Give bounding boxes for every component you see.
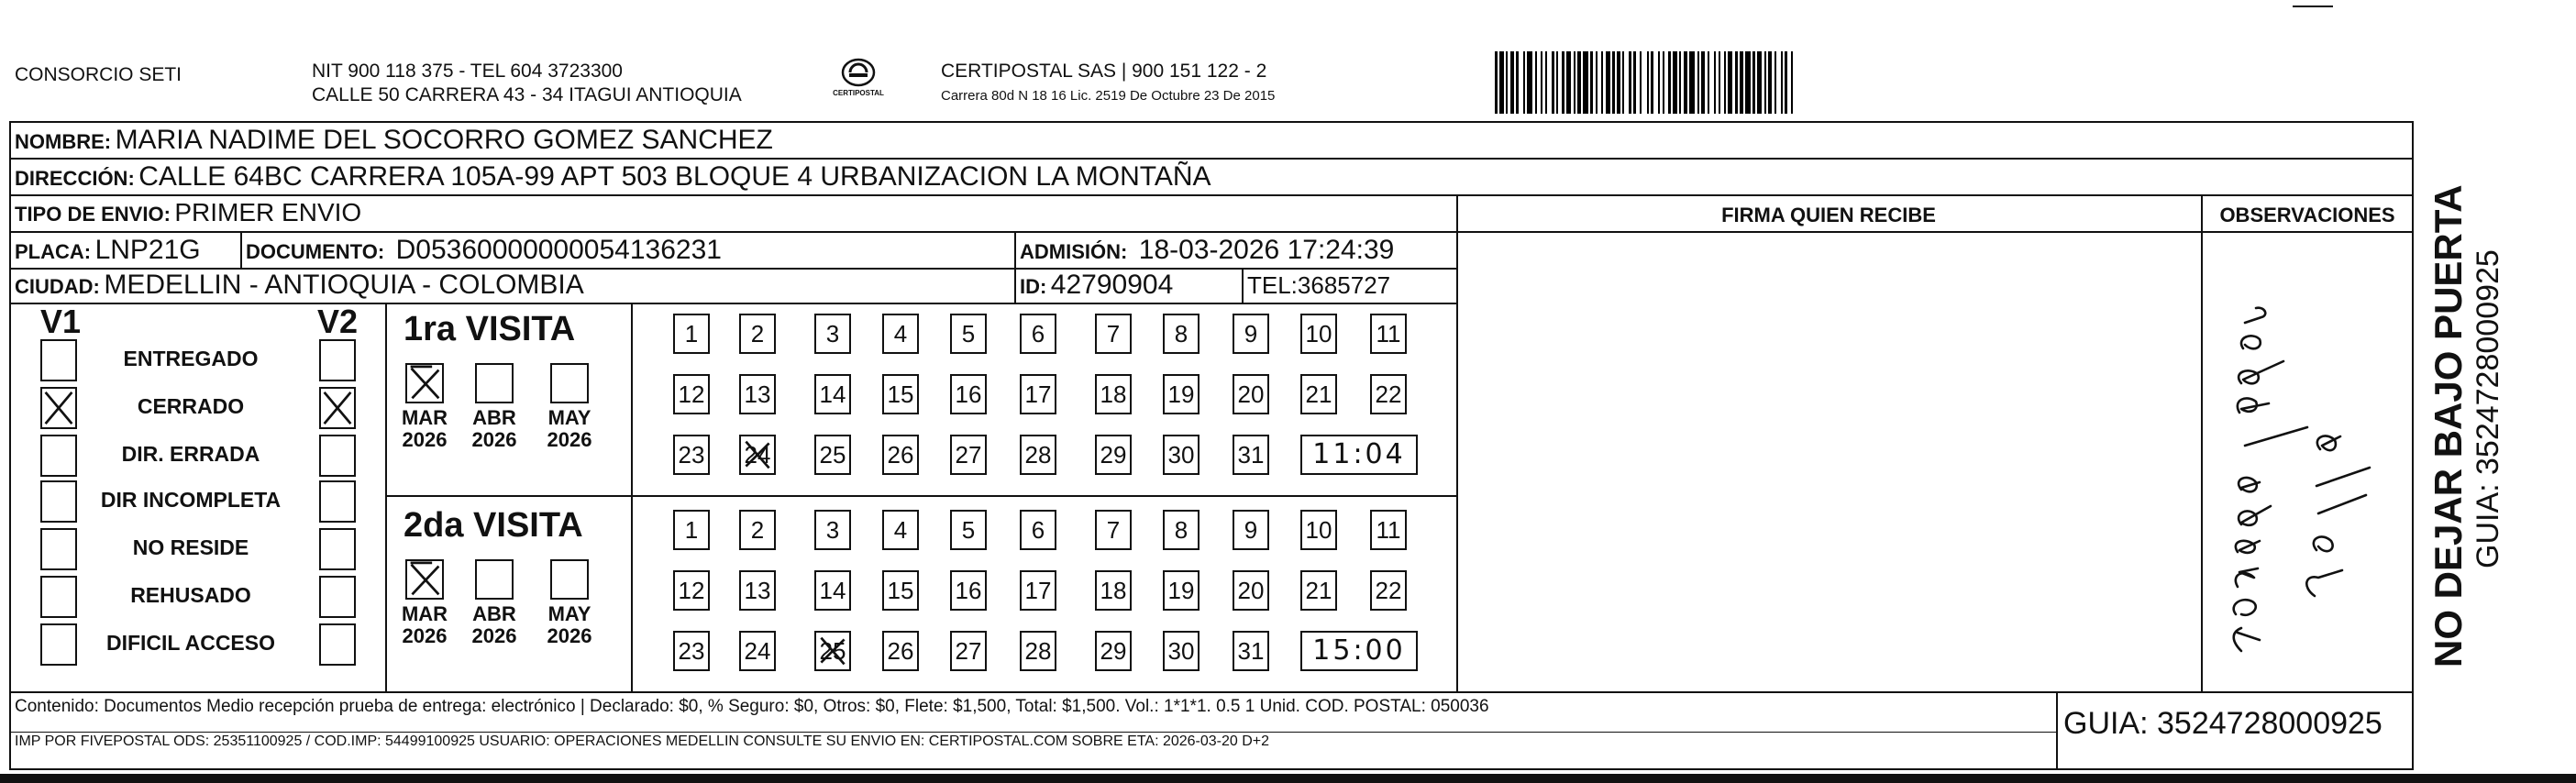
month-divider <box>631 303 633 691</box>
status-v1-checkbox[interactable] <box>40 387 77 429</box>
day-box[interactable]: 13 <box>739 570 776 611</box>
day-box[interactable]: 18 <box>1095 374 1132 414</box>
month-year: 2026 <box>547 428 592 451</box>
row-divider <box>9 158 2414 160</box>
day-box[interactable]: 6 <box>1020 314 1056 354</box>
check-x-icon <box>407 561 442 598</box>
day-box[interactable]: 29 <box>1095 631 1132 671</box>
handwritten-observations <box>2205 266 2416 688</box>
placa-value: LNP21G <box>94 235 201 265</box>
footer-imp-line: IMP POR FIVEPOSTAL ODS: 25351100925 / COD.IMP: 54499100925 USUARIO: OPERACIONES MEDELLIN CONSULTE SU ENVIO EN: CERTIPOSTAL.COM SOBRE ETA: 2026-03-20 D+2 <box>15 733 1270 749</box>
day-box[interactable]: 11 <box>1370 314 1407 354</box>
day-box[interactable]: 11 <box>1370 510 1407 550</box>
nombre-value: MARIA NADIME DEL SOCORRO GOMEZ SANCHEZ <box>115 125 773 155</box>
visit-time[interactable]: 11:04 <box>1300 435 1418 475</box>
status-v1-checkbox[interactable] <box>40 339 77 381</box>
month-year: 2026 <box>471 428 517 451</box>
day-number: 25 <box>819 637 846 665</box>
logo-text: CERTIPOSTAL <box>833 89 884 97</box>
month-name: MAR <box>401 602 448 625</box>
month-checkbox[interactable] <box>550 363 589 403</box>
day-box[interactable]: 28 <box>1020 435 1056 475</box>
day-box[interactable]: 9 <box>1233 510 1269 550</box>
company-nit-line: NIT 900 118 375 - TEL 604 3723300 <box>312 61 623 82</box>
footer-content-line: Contenido: Documentos Medio recepción prueba de entrega: electrónico | Declarado: $0, % Seguro: $0, Otros: $0, Flete: $1,500, Total: $1,500. Vol.: 1*1*1. 0.5 1 Unid. COD. POSTAL: 050036 <box>15 697 1489 716</box>
day-box[interactable]: 2 <box>739 510 776 550</box>
day-box[interactable]: 13 <box>739 374 776 414</box>
month-checkbox[interactable] <box>475 363 514 403</box>
admision-divider <box>1014 231 1016 303</box>
v1-label: V1 <box>40 303 82 340</box>
day-box[interactable]: 27 <box>950 631 987 671</box>
day-box[interactable]: 21 <box>1300 374 1337 414</box>
status-v2-checkbox[interactable] <box>319 528 356 570</box>
month-label <box>537 603 602 647</box>
month-label <box>462 603 526 647</box>
day-box[interactable]: 25 <box>814 435 851 475</box>
firma-col-divider <box>1456 194 1458 691</box>
day-box[interactable]: 4 <box>882 510 919 550</box>
documento-row <box>246 235 722 266</box>
id-value: 42790904 <box>1050 270 1174 300</box>
row-divider <box>9 194 2414 196</box>
firma-header: FIRMA QUIEN RECIBE <box>1721 204 1936 226</box>
day-box[interactable]: 31 <box>1233 631 1269 671</box>
day-box[interactable]: 29 <box>1095 435 1132 475</box>
handwriting-svg <box>2205 266 2416 688</box>
status-label: DIFICIL ACCESO <box>105 631 275 655</box>
day-box[interactable]: 19 <box>1163 374 1200 414</box>
day-box[interactable]: 7 <box>1095 510 1132 550</box>
tipo-envio-row <box>15 198 361 227</box>
side-warning: NO DEJAR BAJO PUERTA <box>2427 184 2470 667</box>
month-name: ABR <box>472 602 516 625</box>
direccion-row <box>15 161 1211 193</box>
day-box[interactable]: 23 <box>673 631 710 671</box>
placa-divider <box>240 231 242 268</box>
status-label: REHUSADO <box>130 583 251 607</box>
tel-row <box>1247 271 1390 300</box>
day-box[interactable]: 21 <box>1300 570 1337 611</box>
placa-label: PLACA: <box>15 240 92 263</box>
status-v2-checkbox[interactable] <box>319 480 356 523</box>
month-label <box>537 407 602 451</box>
id-label: ID: <box>1020 275 1047 298</box>
status-v1-checkbox[interactable] <box>40 435 77 477</box>
day-box[interactable]: 6 <box>1020 510 1056 550</box>
admision-label: ADMISIÓN: <box>1020 240 1128 263</box>
month-checkbox[interactable] <box>475 559 514 600</box>
status-v2-checkbox[interactable] <box>319 339 356 381</box>
status-v2-checkbox[interactable] <box>319 623 356 666</box>
day-box[interactable]: 4 <box>882 314 919 354</box>
placa-row <box>15 235 201 266</box>
corner-mark <box>2293 6 2333 7</box>
tipo-envio-label: TIPO DE ENVIO: <box>15 203 171 226</box>
month-name: ABR <box>472 406 516 429</box>
month-checkbox[interactable] <box>405 559 444 600</box>
month-name: MAY <box>547 602 591 625</box>
ciudad-value: MEDELLIN - ANTIOQUIA - COLOMBIA <box>104 270 584 300</box>
status-v1-checkbox[interactable] <box>40 576 77 618</box>
day-box[interactable]: 10 <box>1300 510 1337 550</box>
ciudad-row <box>15 270 584 301</box>
day-box[interactable]: 27 <box>950 435 987 475</box>
day-box[interactable] <box>814 631 851 671</box>
status-v1-checkbox[interactable] <box>40 623 77 666</box>
certipostal-line: CERTIPOSTAL SAS | 900 151 122 - 2 <box>941 61 1267 82</box>
month-year: 2026 <box>547 624 592 647</box>
status-label: DIR. ERRADA <box>121 442 260 466</box>
day-box[interactable]: 8 <box>1163 314 1200 354</box>
day-box[interactable]: 17 <box>1020 570 1056 611</box>
check-x-icon <box>741 436 774 473</box>
documento-label: DOCUMENTO: <box>246 240 385 263</box>
day-box[interactable]: 5 <box>950 314 987 354</box>
day-box[interactable]: 26 <box>882 435 919 475</box>
status-label: ENTREGADO <box>123 347 259 370</box>
observaciones-header: OBSERVACIONES <box>2219 204 2395 226</box>
day-box[interactable]: 18 <box>1095 570 1132 611</box>
footer-divider <box>9 732 2056 733</box>
footer-guia: GUIA: 3524728000925 <box>2063 706 2383 741</box>
tel-value: 3685727 <box>1297 271 1391 299</box>
nombre-row <box>15 125 773 156</box>
day-box[interactable]: 22 <box>1370 570 1407 611</box>
check-x-icon <box>816 633 849 669</box>
status-v2-checkbox[interactable] <box>319 387 356 429</box>
direccion-label: DIRECCIÓN: <box>15 167 135 190</box>
status-v2-checkbox[interactable] <box>319 576 356 618</box>
day-box[interactable]: 3 <box>814 314 851 354</box>
day-box[interactable]: 12 <box>673 374 710 414</box>
day-box[interactable]: 15 <box>882 570 919 611</box>
obs-col-divider <box>2201 194 2203 691</box>
day-box[interactable]: 1 <box>673 510 710 550</box>
month-label <box>462 407 526 451</box>
day-box[interactable]: 5 <box>950 510 987 550</box>
first-visit-title: 1ra VISITA <box>404 310 576 348</box>
tel-label: TEL: <box>1247 271 1298 299</box>
ciudad-label: CIUDAD: <box>15 275 100 298</box>
check-x-icon <box>321 389 354 427</box>
month-checkbox[interactable] <box>550 559 589 600</box>
status-divider <box>385 303 387 691</box>
day-number: 24 <box>744 441 771 469</box>
month-name: MAY <box>547 406 591 429</box>
day-box[interactable]: 28 <box>1020 631 1056 671</box>
row-divider <box>9 691 2414 693</box>
visit-divider <box>385 495 1456 497</box>
day-box[interactable]: 23 <box>673 435 710 475</box>
bottom-edge <box>0 774 2576 783</box>
day-box[interactable]: 17 <box>1020 374 1056 414</box>
day-box[interactable]: 2 <box>739 314 776 354</box>
day-box[interactable]: 22 <box>1370 374 1407 414</box>
company-address-line: CALLE 50 CARRERA 43 - 34 ITAGUI ANTIOQUIA <box>312 84 742 105</box>
day-box[interactable]: 16 <box>950 570 987 611</box>
month-year: 2026 <box>471 624 517 647</box>
check-x-icon <box>407 365 442 402</box>
company-name: CONSORCIO SETI <box>15 64 182 85</box>
side-guia: GUIA: 3524728000925 <box>2471 249 2505 568</box>
barcode <box>1495 51 2228 114</box>
day-box[interactable]: 15 <box>882 374 919 414</box>
tipo-envio-value: PRIMER ENVIO <box>174 198 362 226</box>
col-header-divider <box>1456 231 2414 233</box>
day-box[interactable]: 24 <box>739 631 776 671</box>
admision-row <box>1020 235 1394 266</box>
tel-divider <box>1242 268 1244 303</box>
day-box[interactable]: 10 <box>1300 314 1337 354</box>
day-box[interactable]: 3 <box>814 510 851 550</box>
day-box[interactable]: 12 <box>673 570 710 611</box>
certipostal-logo-icon <box>833 57 884 99</box>
day-box[interactable]: 30 <box>1163 435 1200 475</box>
second-visit-title: 2da VISITA <box>404 506 583 545</box>
day-box[interactable]: 31 <box>1233 435 1269 475</box>
day-box[interactable]: 9 <box>1233 314 1269 354</box>
day-box[interactable]: 19 <box>1163 570 1200 611</box>
month-checkbox[interactable] <box>405 363 444 403</box>
v2-label: V2 <box>317 303 359 340</box>
barcode-bar <box>1793 51 1798 114</box>
day-box[interactable]: 26 <box>882 631 919 671</box>
id-row <box>1020 270 1173 301</box>
day-box[interactable]: 20 <box>1233 374 1269 414</box>
admision-value: 18-03-2026 17:24:39 <box>1138 235 1395 265</box>
day-box[interactable]: 14 <box>814 374 851 414</box>
check-x-icon <box>42 389 75 427</box>
status-label: DIR INCOMPLETA <box>100 488 282 512</box>
status-v1-checkbox[interactable] <box>40 480 77 523</box>
month-label <box>392 407 457 451</box>
status-label: NO RESIDE <box>132 535 249 559</box>
status-v1-checkbox[interactable] <box>40 528 77 570</box>
direccion-value: CALLE 64BC CARRERA 105A-99 APT 503 BLOQUE 4 URBANIZACION LA MONTAÑA <box>138 161 1211 192</box>
day-box[interactable]: 7 <box>1095 314 1132 354</box>
row-divider <box>9 303 1456 304</box>
day-box[interactable]: 8 <box>1163 510 1200 550</box>
visit-time[interactable]: 15:00 <box>1300 631 1418 671</box>
day-box[interactable]: 14 <box>814 570 851 611</box>
certipostal-license-line: Carrera 80d N 18 16 Lic. 2519 De Octubre 23 De 2015 <box>941 88 1276 104</box>
footer-guia-divider <box>2056 691 2058 770</box>
day-box[interactable]: 1 <box>673 314 710 354</box>
day-box[interactable]: 16 <box>950 374 987 414</box>
status-v2-checkbox[interactable] <box>319 435 356 477</box>
month-name: MAR <box>401 406 448 429</box>
nombre-label: NOMBRE: <box>15 130 112 153</box>
documento-value: D05360000000054136231 <box>395 235 722 265</box>
month-label <box>392 603 457 647</box>
month-year: 2026 <box>402 624 448 647</box>
day-box[interactable] <box>739 435 776 475</box>
day-box[interactable]: 20 <box>1233 570 1269 611</box>
month-year: 2026 <box>402 428 448 451</box>
day-box[interactable]: 30 <box>1163 631 1200 671</box>
status-label: CERRADO <box>137 394 245 418</box>
